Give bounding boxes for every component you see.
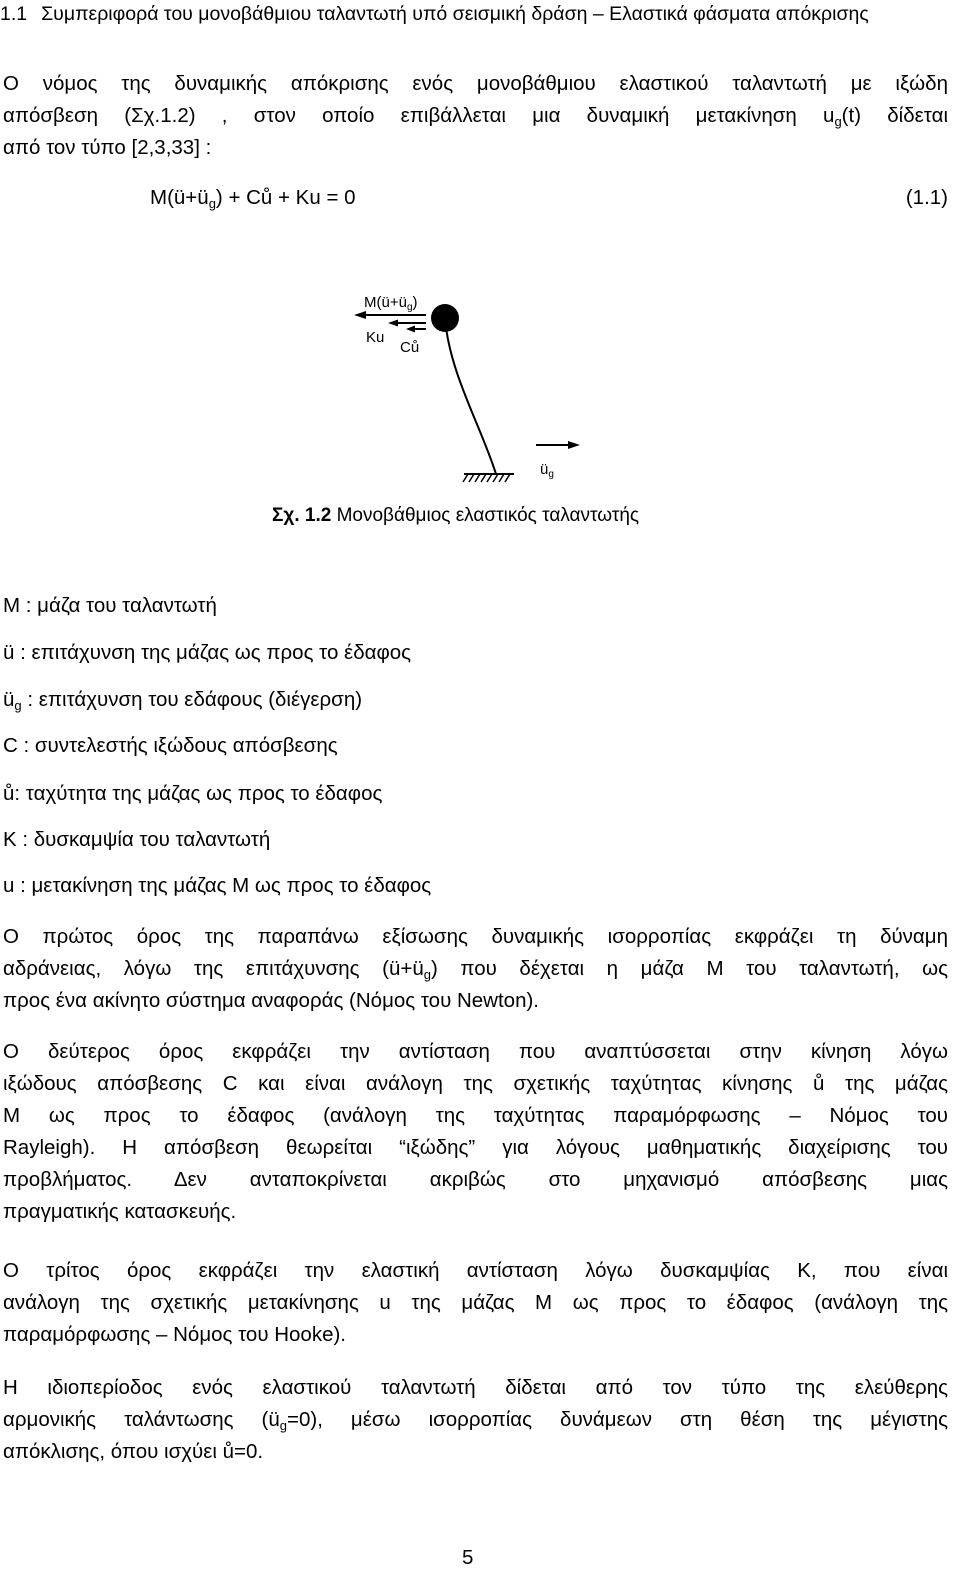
caption-text: Μονοβάθμιος ελαστικός ταλαντωτής	[331, 505, 640, 526]
definition-item: $ü_g$ : επιτάχυνση του εδάφους (διέγερση)	[3, 688, 363, 713]
intro-line-3: από τον τύπο [2,3,33] :	[3, 136, 212, 159]
section-number: 1.1	[0, 3, 28, 25]
label-inertia: $M(ü+ü_g)$	[364, 294, 418, 313]
definition-item: u : μετακίνηση της μάζας M ως προς το έδαφος	[3, 874, 432, 897]
paragraph-second-term: Ο δεύτερος όρος εκφράζει την αντίσταση που αναπτύσσεται στην κίνηση λόγω ιξώδους απόσβεσης C και είναι ανάλογη της σχετικής ταχύτητας κίνησης ů της μάζας M ως προς το έδαφος (ανάλογη της ταχύτητας παραμόρφωσης – Νόμος του Rayleigh). Η απόσβεση θεωρείται “ιξώδης” για λόγους μαθηματικής διαχείρισης του προβλήματος. Δεν ανταποκρίνεται ακριβώς στο μηχανισμό απόσβεσης μιας πραγματικής κατασκευής.	[3, 1040, 948, 1223]
label-ku: Ku	[366, 329, 385, 346]
paragraph-natural-period: Η ιδιοπερίοδος ενός ελαστικού ταλαντωτή δίδεται από τον τύπο της ελεύθερης αρμονικής ταλάντωσης $(ü_g=0)$, μέσω ισορροπίας δυνάμεων στη θέση της μέγιστης απόκλισης, όπου ισχύει ů=0.	[3, 1376, 948, 1463]
oscillator-diagram	[340, 284, 600, 494]
equation-body: $M(ü+ü_g)$ + Ců + Ku = 0	[150, 186, 356, 211]
column-line	[445, 319, 496, 474]
equation-number: (1.1)	[905, 186, 948, 209]
figure-caption	[272, 502, 639, 530]
equation-1-1	[150, 182, 948, 214]
intro-line-2: απόσβεση (Σχ.1.2) , στον οποίο επιβάλλεται μια δυναμική μετακίνηση $u_g(t)$ δίδεται	[3, 104, 948, 129]
intro-line-1: Ο νόμος της δυναμικής απόκρισης ενός μονοβάθμιου ελαστικού ταλαντωτή με ιξώδη	[3, 72, 948, 95]
section-title: Συμπεριφορά του μονοβάθμιου ταλαντωτή υπό σεισμική δράση – Ελαστικά φάσματα απόκρισης	[41, 3, 869, 25]
caption-label: Σχ. 1.2	[272, 505, 332, 526]
intro-paragraph	[3, 68, 948, 164]
ku-arrowhead	[388, 320, 398, 327]
definition-item: ü : επιτάχυνση της μάζας ως προς το έδαφος	[3, 641, 412, 664]
inertia-arrowhead	[354, 311, 366, 319]
ground-hatching	[463, 474, 510, 482]
paragraph-third-term: Ο τρίτος όρος εκφράζει την ελαστική αντίσταση λόγω δυσκαμψίας K, που είναι ανάλογη της σχετικής μετακίνησης u της μάζας M ως προς το έδαφος (ανάλογη της παραμόρφωσης – Νόμος του Hooke).	[3, 1259, 948, 1346]
definition-item: ů: ταχύτητα της μάζας ως προς το έδαφος	[3, 782, 383, 805]
label-cu: Ců	[400, 339, 420, 356]
sdof-oscillator-figure	[340, 284, 600, 499]
section-heading	[0, 2, 960, 26]
page-number: 5	[462, 1546, 474, 1569]
ground-accel-arrowhead	[568, 441, 580, 449]
paragraph-first-term: Ο πρώτος όρος της παραπάνω εξίσωσης δυναμικής ισορροπίας εκφράζει τη δύναμη αδράνειας, λόγω της επιτάχυνσης $(ü+ü_g)$ που δέχεται η μάζα M του ταλαντωτή, ως προς ένα ακίνητο σύστημα αναφοράς (Νόμος του Newton).	[3, 925, 949, 1012]
definition-item: K : δυσκαμψία του ταλαντωτή	[3, 828, 271, 851]
mass-dot	[431, 304, 459, 332]
cu-arrowhead	[406, 326, 415, 333]
definition-item: M : μάζα του ταλαντωτή	[3, 594, 217, 617]
label-ground-accel: $ü_g$	[540, 461, 554, 480]
definition-item: C : συντελεστής ιξώδους απόσβεσης	[3, 734, 338, 757]
